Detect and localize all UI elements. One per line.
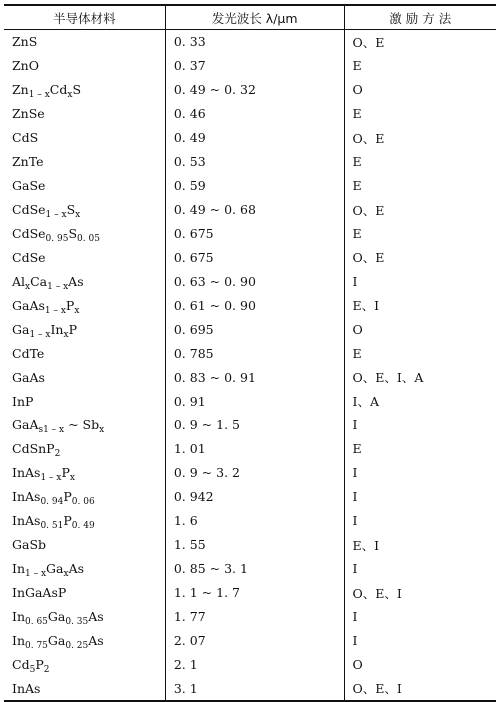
method-cell: O、E、I xyxy=(352,585,402,601)
wavelength-cell: 0. 49 ~ 0. 32 xyxy=(165,78,344,102)
material-subscript: x xyxy=(75,210,81,221)
material-text: S xyxy=(72,82,82,98)
material-subscript: 2 xyxy=(43,664,50,675)
wavelength-cell: 1. 01 xyxy=(165,437,344,461)
wavelength-cell: 0. 675 xyxy=(165,245,344,269)
material-subscript: x xyxy=(99,425,105,436)
material-cell xyxy=(4,413,165,437)
material-text: InAs xyxy=(12,489,41,505)
material-cell xyxy=(4,78,165,102)
material-cell xyxy=(4,174,165,198)
table-row xyxy=(4,126,496,150)
material-text: InAs xyxy=(12,680,41,696)
material-text: ZnO xyxy=(12,58,39,74)
material-cell xyxy=(4,533,165,557)
table-row xyxy=(4,341,496,365)
wavelength-cell: 0. 695 xyxy=(165,317,344,341)
material-text: CdS xyxy=(12,130,39,146)
semiconductor-emission-table xyxy=(4,4,496,702)
wavelength-cell: 0. 53 xyxy=(165,150,344,174)
method-cell: O xyxy=(352,321,363,337)
table-row xyxy=(4,150,496,174)
table-row xyxy=(4,222,496,246)
material-cell xyxy=(4,317,165,341)
material-text: ZnTe xyxy=(12,154,44,170)
material-cell xyxy=(4,102,165,126)
method-cell: O、E xyxy=(352,250,385,266)
wavelength-cell: 0. 91 xyxy=(165,389,344,413)
material-text: In xyxy=(50,321,64,337)
method-cell: E xyxy=(352,178,362,194)
wavelength-cell: 1. 6 xyxy=(165,509,344,533)
material-subscript: x xyxy=(74,305,80,316)
material-subscript: x xyxy=(63,569,69,580)
table-row xyxy=(4,317,496,341)
material-text: In xyxy=(12,608,25,624)
table-row xyxy=(4,365,496,389)
material-cell xyxy=(4,222,165,246)
material-cell xyxy=(4,485,165,509)
material-text: ~ Sb xyxy=(64,417,100,433)
wavelength-cell: 0. 49 ~ 0. 68 xyxy=(165,198,344,222)
material-cell xyxy=(4,341,165,365)
method-cell: I xyxy=(352,489,358,505)
material-cell xyxy=(4,293,165,317)
table-row xyxy=(4,437,496,461)
material-subscript: 0. 75 xyxy=(25,640,48,651)
material-text: CdTe xyxy=(12,345,45,361)
material-cell xyxy=(4,54,165,78)
wavelength-cell: 0. 9 ~ 3. 2 xyxy=(165,461,344,485)
wavelength-cell: 2. 07 xyxy=(165,628,344,652)
method-cell: E xyxy=(352,154,362,170)
table-row xyxy=(4,628,496,652)
table-row xyxy=(4,198,496,222)
material-cell xyxy=(4,557,165,581)
material-text: Ga xyxy=(47,608,66,624)
table-row xyxy=(4,102,496,126)
table-row xyxy=(4,413,496,437)
material-text: CdSe xyxy=(12,225,46,241)
wavelength-cell: 0. 63 ~ 0. 90 xyxy=(165,269,344,293)
material-text: Ca xyxy=(30,273,48,289)
material-cell xyxy=(4,581,165,605)
method-cell: E、I xyxy=(352,298,380,314)
material-text: CdSe xyxy=(12,249,46,265)
material-text: GaA xyxy=(12,417,39,433)
header-material: 半导体材料 xyxy=(53,10,116,26)
material-subscript: 2 xyxy=(54,449,61,460)
material-text: GaAs xyxy=(12,369,45,385)
material-cell xyxy=(4,30,165,54)
table-row xyxy=(4,652,496,676)
material-subscript: x xyxy=(25,281,31,292)
wavelength-cell: 0. 942 xyxy=(165,485,344,509)
wavelength-cell: 0. 83 ~ 0. 91 xyxy=(165,365,344,389)
material-subscript: 1 – x xyxy=(28,90,50,101)
material-text: P xyxy=(63,489,72,505)
material-subscript: s1 – x xyxy=(38,425,65,436)
wavelength-cell: 3. 1 xyxy=(165,676,344,701)
material-cell xyxy=(4,509,165,533)
material-text: In xyxy=(12,561,25,577)
material-text: In xyxy=(12,632,25,648)
wavelength-cell: 0. 59 xyxy=(165,174,344,198)
wavelength-cell: 0. 49 xyxy=(165,126,344,150)
material-cell xyxy=(4,245,165,269)
material-text: Ga xyxy=(46,561,64,577)
material-cell xyxy=(4,198,165,222)
material-subscript: 0. 65 xyxy=(25,616,48,627)
method-cell: I xyxy=(352,417,358,433)
table-row xyxy=(4,293,496,317)
material-cell xyxy=(4,461,165,485)
table-row xyxy=(4,581,496,605)
material-text: CdSnP xyxy=(12,441,55,457)
table-body xyxy=(4,30,496,702)
method-cell: O、E、I xyxy=(352,681,402,697)
material-text: InP xyxy=(12,393,34,409)
header-wavelength: 发光波长 λ/μm xyxy=(165,5,344,30)
method-cell: E xyxy=(352,345,362,361)
method-cell: I xyxy=(352,513,358,529)
table-row xyxy=(4,533,496,557)
material-cell xyxy=(4,150,165,174)
material-cell xyxy=(4,605,165,629)
table-row xyxy=(4,54,496,78)
material-text: P xyxy=(61,465,70,481)
material-text: GaSe xyxy=(12,178,46,194)
material-text: P xyxy=(68,321,77,337)
material-cell xyxy=(4,269,165,293)
material-text: P xyxy=(35,656,44,672)
method-cell: E xyxy=(352,441,362,457)
material-subscript: 0. 06 xyxy=(71,497,95,508)
table-row xyxy=(4,269,496,293)
material-text: ZnS xyxy=(12,34,38,50)
table-row xyxy=(4,174,496,198)
material-text: Al xyxy=(12,273,26,289)
material-subscript: 0. 35 xyxy=(65,616,89,627)
material-text: As xyxy=(88,608,104,624)
method-cell: I xyxy=(352,632,358,648)
material-subscript: 0. 95 xyxy=(45,233,69,244)
material-text: InAs xyxy=(12,513,41,529)
material-cell xyxy=(4,652,165,676)
table-row xyxy=(4,509,496,533)
method-cell: E xyxy=(352,58,362,74)
material-cell xyxy=(4,365,165,389)
table-row xyxy=(4,30,496,54)
material-cell xyxy=(4,628,165,652)
method-cell: O、E xyxy=(352,34,385,50)
material-subscript: x xyxy=(63,329,69,340)
wavelength-cell: 0. 46 xyxy=(165,102,344,126)
material-text: As xyxy=(88,632,104,648)
table-row xyxy=(4,245,496,269)
material-subscript: 0. 51 xyxy=(40,521,64,532)
material-text: As xyxy=(68,273,84,289)
material-subscript: 1 – x xyxy=(25,569,47,580)
material-text: As xyxy=(68,561,85,577)
method-cell: I xyxy=(352,465,358,481)
wavelength-cell: 0. 61 ~ 0. 90 xyxy=(165,293,344,317)
material-subscript: 0. 05 xyxy=(77,233,100,244)
material-text: CdSe xyxy=(12,202,46,218)
wavelength-cell: 0. 675 xyxy=(165,222,344,246)
method-cell: O xyxy=(352,656,363,672)
material-text: P xyxy=(65,297,75,313)
method-cell: O、E、I、A xyxy=(352,370,424,386)
table-row xyxy=(4,605,496,629)
table-row xyxy=(4,485,496,509)
material-subscript: 1 – x xyxy=(29,329,51,340)
table-row xyxy=(4,389,496,413)
material-subscript: 0. 94 xyxy=(40,497,64,508)
wavelength-cell: 1. 55 xyxy=(165,533,344,557)
method-cell: E、I xyxy=(352,537,380,553)
material-text: S xyxy=(68,225,78,241)
material-text: GaSb xyxy=(12,537,47,553)
material-text: GaAs xyxy=(12,297,45,313)
material-text: ZnSe xyxy=(12,106,45,122)
method-cell: O xyxy=(352,82,363,98)
method-cell: O、E xyxy=(352,202,385,218)
material-subscript: 1 – x xyxy=(44,305,66,316)
wavelength-cell: 1. 1 ~ 1. 7 xyxy=(165,581,344,605)
material-text: Cd xyxy=(12,656,30,672)
header-row xyxy=(4,5,496,30)
wavelength-cell: 0. 85 ~ 3. 1 xyxy=(165,557,344,581)
table-row xyxy=(4,557,496,581)
material-cell xyxy=(4,389,165,413)
header-method: 激 励 方 法 xyxy=(389,10,452,26)
method-cell: I xyxy=(352,273,358,289)
material-subscript: x xyxy=(69,473,75,484)
material-subscript: 1 – x xyxy=(40,473,62,484)
method-cell: E xyxy=(352,225,362,241)
material-text: S xyxy=(66,202,76,218)
wavelength-cell: 1. 77 xyxy=(165,605,344,629)
material-text: InAs xyxy=(12,465,41,481)
method-cell: E xyxy=(352,106,362,122)
material-text: Zn xyxy=(12,82,29,98)
wavelength-cell: 0. 37 xyxy=(165,54,344,78)
table-row xyxy=(4,78,496,102)
material-subscript: 1 – x xyxy=(45,210,67,221)
material-subscript: x xyxy=(67,90,73,101)
table-row xyxy=(4,461,496,485)
method-cell: I xyxy=(352,608,358,624)
method-cell: I xyxy=(352,561,358,577)
material-text: InGaAsP xyxy=(12,585,67,601)
material-subscript: 0. 49 xyxy=(71,521,95,532)
material-text: Ga xyxy=(47,632,66,648)
method-cell: I、A xyxy=(352,394,379,410)
wavelength-cell: 2. 1 xyxy=(165,652,344,676)
table-header xyxy=(4,5,496,30)
material-cell xyxy=(4,437,165,461)
material-subscript: 5 xyxy=(29,664,36,675)
material-text: P xyxy=(63,513,72,529)
material-subscript: 0. 25 xyxy=(65,640,89,651)
wavelength-cell: 0. 785 xyxy=(165,341,344,365)
method-cell: O、E xyxy=(352,130,385,146)
material-subscript: 1 – x xyxy=(47,281,69,292)
wavelength-cell: 0. 9 ~ 1. 5 xyxy=(165,413,344,437)
material-text: Cd xyxy=(49,82,68,98)
material-text: Ga xyxy=(12,321,30,337)
wavelength-cell: 0. 33 xyxy=(165,30,344,54)
material-cell xyxy=(4,126,165,150)
